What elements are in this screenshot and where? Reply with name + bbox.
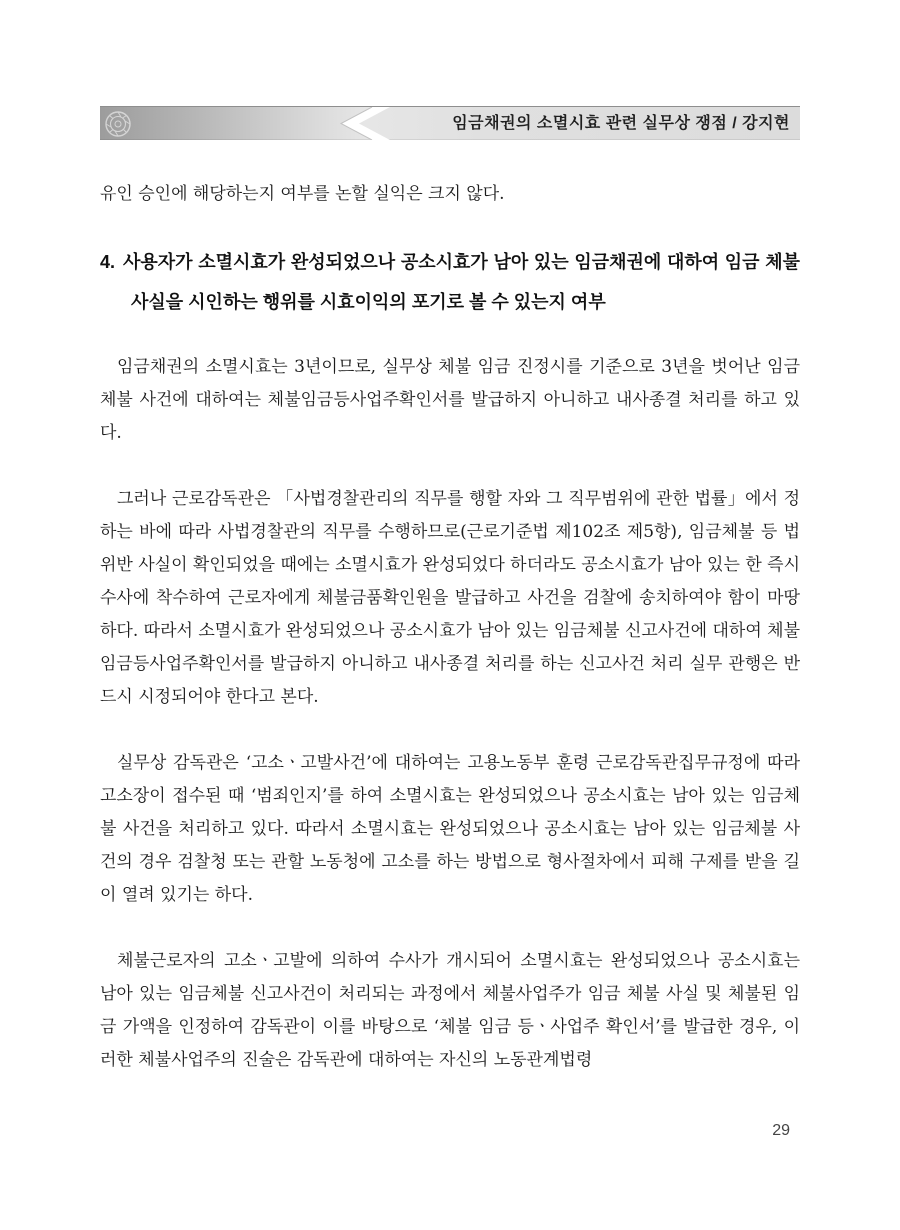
chevron-left-icon	[328, 107, 390, 140]
body-paragraph: 체불근로자의 고소ㆍ고발에 의하여 수사가 개시되어 소멸시효는 완성되었으나 공소시효는 남아 있는 임금체불 신고사건이 처리되는 과정에서 체불사업주가 임금 체불 사실 및 체불된 임금 가액을 인정하여 감독관이 이를 바탕으로 ‘체불 임금 등ㆍ사업주 확인서’를 발급한 경우, 이러한 체불사업주의 진술은 감독관에 대하여는 자신의 노동관계법령	[100, 951, 800, 1070]
running-head-bar	[100, 106, 800, 140]
page-number: 29	[772, 1122, 790, 1139]
section-title: 사용자가 소멸시효가 완성되었으나 공소시효가 남아 있는 임금채권에 대하여 임금 체불 사실을 시인하는 행위를 시효이익의 포기로 볼 수 있는지 여부	[123, 252, 800, 312]
journal-emblem-icon	[103, 109, 133, 139]
section-number: 4.	[100, 252, 116, 272]
carryover-paragraph: 유인 승인에 해당하는지 여부를 논할 실익은 크지 않다.	[100, 184, 505, 204]
body-paragraph: 실무상 감독관은 ‘고소ㆍ고발사건’에 대하여는 고용노동부 훈령 근로감독관집무규정에 따라 고소장이 접수된 때 ‘범죄인지’를 하여 소멸시효는 완성되었으나 공소시효는 남아 있는 임금체불 사건을 처리하고 있다. 따라서 소멸시효는 완성되었으나 공소시효는 남아 있는 임금체불 사건의 경우 검찰청 또는 관할 노동청에 고소를 하는 방법으로 형사절차에서 피해 구제를 받을 길이 열려 있기는 하다.	[100, 753, 800, 905]
section-heading	[100, 242, 800, 322]
article-body	[100, 178, 800, 1110]
body-paragraph: 임금채권의 소멸시효는 3년이므로, 실무상 체불 임금 진정시를 기준으로 3년을 벗어난 임금체불 사건에 대하여는 체불임금등사업주확인서를 발급하지 아니하고 내사종결 처리를 하고 있다.	[100, 357, 800, 443]
body-paragraph: 그러나 근로감독관은 「사법경찰관리의 직무를 행할 자와 그 직무범위에 관한 법률」에서 정하는 바에 따라 사법경찰관의 직무를 수행하므로(근로기준법 제102조 제5항), 임금체불 등 법 위반 사실이 확인되었을 때에는 소멸시효가 완성되었다 하더라도 공소시효가 남아 있는 한 즉시 수사에 착수하여 근로자에게 체불금품확인원을 발급하고 사건을 검찰에 송치하여야 함이 마땅하다. 따라서 소멸시효가 완성되었으나 공소시효가 남아 있는 임금체불 신고사건에 대하여 체불임금등사업주확인서를 발급하지 아니하고 내사종결 처리를 하는 신고사건 처리 실무 관행은 반드시 시정되어야 한다고 본다.	[100, 489, 800, 707]
running-head-title: 임금채권의 소멸시효 관련 실무상 쟁점 / 강지현	[452, 115, 790, 132]
